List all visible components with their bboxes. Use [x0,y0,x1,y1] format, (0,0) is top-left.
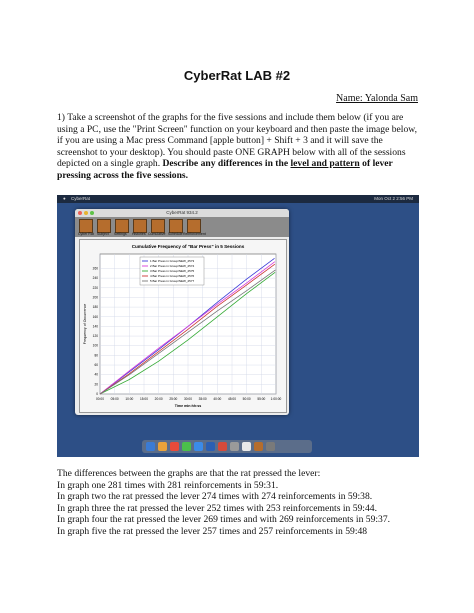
instructions-bold-1: Describe any differences in the [162,158,291,170]
x-tick-label: 20:00 [154,397,163,401]
x-tick-label: 25:00 [169,397,178,401]
subject-tool-icon[interactable] [97,219,111,233]
settings-icon[interactable] [230,442,239,451]
y-tick-label: 160 [92,314,98,319]
x-tick-label: 00:00 [96,397,104,401]
instructions-bold-2: of lever pressing across the five sessions. [57,158,393,181]
zoom-icon[interactable] [90,211,94,215]
minimize-icon[interactable] [84,211,88,215]
x-tick-label: 15:00 [140,397,148,401]
x-tick-label: 35:00 [198,397,207,401]
results-text [57,468,437,538]
legend-entry: 2 Bar Press in Group/NEW_2574 [150,264,195,268]
finder-icon[interactable] [146,442,155,451]
x-axis-label: Time min:hh:ss [174,404,202,408]
cyberrat-tool-icon[interactable] [79,219,93,233]
toolbar-label-5: Schedule [168,232,183,236]
apple-icon: ● [63,196,66,201]
close-icon[interactable] [78,211,82,215]
name-line: Name: Yalonda Sam [336,93,418,104]
toolbar-label-4: Cumulative [148,232,166,236]
x-tick-label: 45:00 [228,397,236,401]
launchpad-icon[interactable] [158,442,167,451]
result-line: In graph four the rat pressed the lever 269 times and with 269 reinforcements in 59:37. [57,514,391,526]
y-tick-label: 220 [92,285,98,290]
mail-icon[interactable] [194,442,203,451]
result-line: The differences between the graphs are that the rat pressed the lever: [57,468,321,479]
x-tick-label: 10:00 [125,397,134,401]
x-tick-label: 55:00 [257,397,266,401]
y-tick-label: 40 [94,372,98,377]
y-tick-label: 180 [92,305,98,310]
legend-entry: 4 Bar Press in Group/NEW_2576 [150,274,195,278]
y-tick-label: 0 [96,392,98,396]
result-line: In graph one 281 times with 281 reinforcements in 59:31. [57,479,279,491]
schedule-tool-icon[interactable] [169,219,183,233]
cumulative-tool-icon[interactable] [151,219,165,233]
window-toolbar [75,217,289,237]
reinforcement-tool-icon[interactable] [187,219,201,233]
messages-icon[interactable] [182,442,191,451]
app-menu-label: CyberRat [71,196,91,201]
y-tick-label: 140 [92,324,98,329]
cyberrat-window [75,209,289,415]
pasted-screenshot [57,195,419,457]
result-line: In graph two the rat pressed the lever 274 times with 274 reinforcements in 59:38. [57,491,373,503]
y-tick-label: 240 [92,276,98,281]
toolbar-label-3: Histories [132,232,146,236]
word-icon[interactable] [206,442,215,451]
cyberrat-dock-icon[interactable] [254,442,263,451]
toolbar-label-1: Subject [97,232,109,236]
instructions-text: 1) Take a screenshot of the graphs for the five sessions and include them below (if you are using a PC, use the "Print Screen" function on your keyboard and then paste the image below, if you are using a Mac press Command [apple button] + Shift + 3 and it will save the screenshot to your desktop). You should paste ONE GRAPH below with all of the sessions depicted on a single graph. [57,112,417,170]
y-tick-label: 100 [92,343,98,348]
y-tick-label: 60 [94,363,98,368]
toolbar-label-0: Cyber Rat [78,232,94,236]
chrome-icon[interactable] [170,442,179,451]
window-title: CyberRat 934.2 [166,210,198,215]
powerpoint-icon[interactable] [218,442,227,451]
legend-entry: 5 Bar Press in Group/NEW_2577 [150,279,195,283]
x-tick-label: 50:00 [242,397,251,401]
y-tick-label: 200 [92,295,98,300]
x-tick-label: 30:00 [184,397,192,401]
settings-tool-icon[interactable] [115,219,129,233]
x-tick-label: 40:00 [213,397,222,401]
y-tick-label: 260 [92,266,98,271]
menubar-clock: Mon Oct 2 2:56 PM [374,196,413,201]
instructions-bold-underline: level and pattern [290,158,360,170]
y-tick-label: 80 [94,353,98,358]
cumulative-chart [80,240,286,412]
toolbar-label-2: Settings [114,232,127,236]
y-tick-label: 120 [92,334,98,339]
toolbar-label-6: Reinforcement [183,232,206,236]
calendar-icon[interactable] [242,442,251,451]
x-tick-label: 1:00:00 [270,397,282,401]
mac-dock [142,440,312,453]
legend-entry: 3 Bar Press in Group/NEW_2575 [150,269,195,273]
mac-menubar [57,195,419,203]
x-tick-label: 05:00 [110,397,119,401]
chart-title: Cumulative Frequency of "Bar Press" in 5 Sessions [131,244,245,249]
result-line: In graph five the rat pressed the lever 257 times and 257 reinforcements in 59:48 [57,525,368,537]
y-tick-label: 20 [94,382,98,387]
y-axis-label: Frequency of Occurrence [83,303,87,345]
result-line: In graph three the rat pressed the lever 252 times with 253 reinforcements in 59:44. [57,502,377,514]
legend-entry: 1 Bar Press in Group/NEW_2573 [150,259,195,263]
instructions [57,112,420,182]
window-titlebar [75,209,289,217]
page-title: CyberRat LAB #2 [183,68,291,83]
graph-panel [79,239,287,413]
trash-icon[interactable] [266,442,275,451]
histories-tool-icon[interactable] [133,219,147,233]
